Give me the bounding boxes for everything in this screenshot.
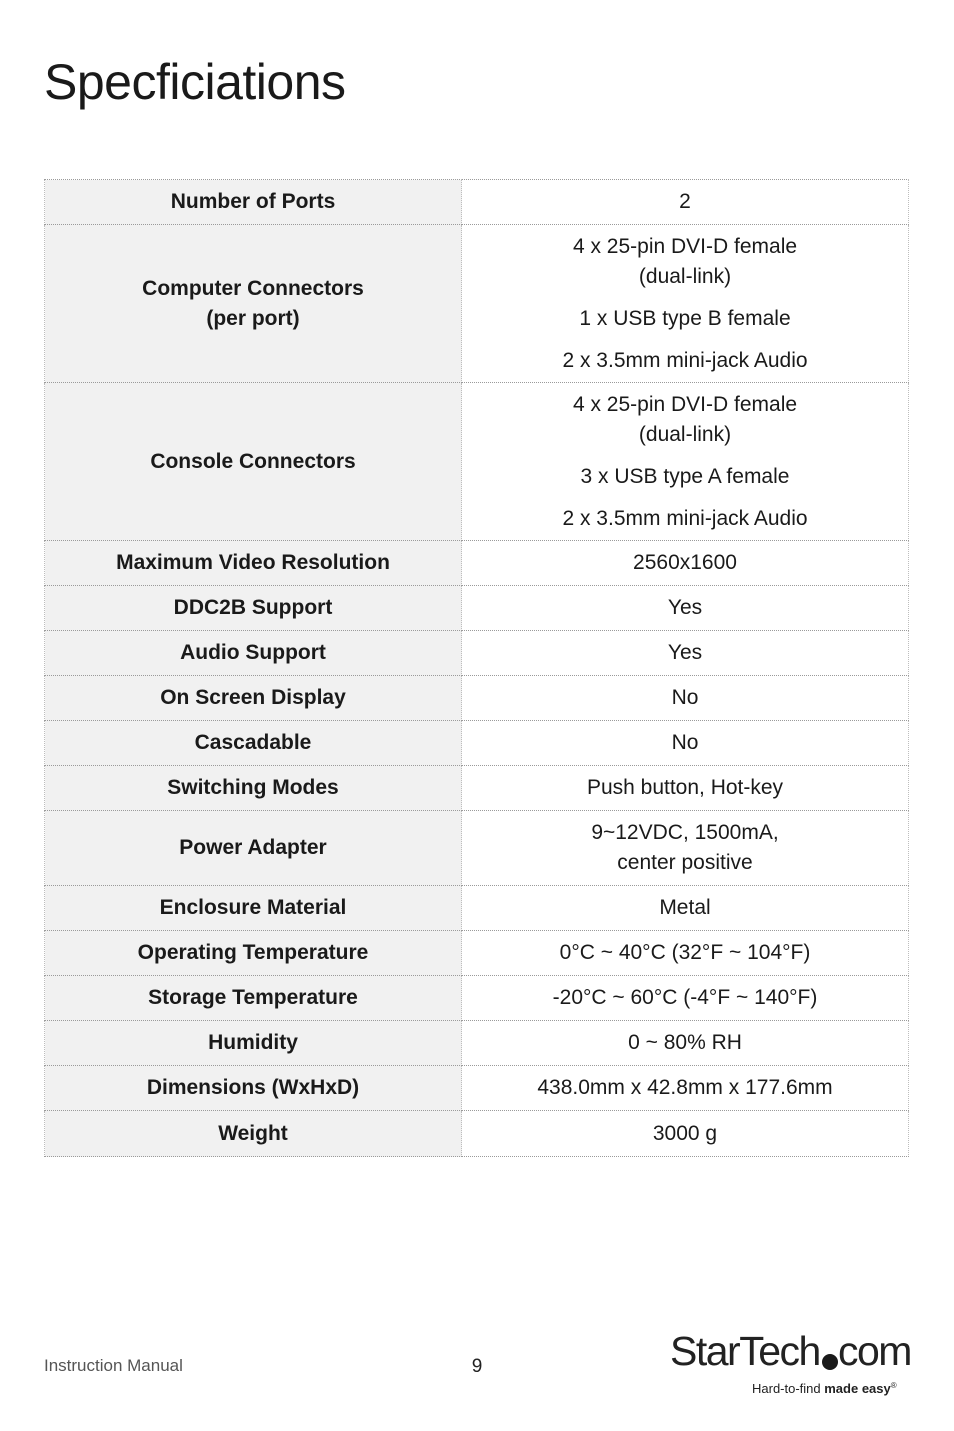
spec-value-line: Push button, Hot-key — [586, 776, 784, 799]
spec-value — [462, 931, 909, 976]
spec-label — [45, 383, 462, 541]
specifications-table — [44, 179, 909, 1157]
spec-value — [462, 811, 909, 886]
spec-label — [45, 1021, 462, 1066]
startech-logo — [670, 1325, 920, 1400]
svg-text:Hard-to-find made easy®: Hard-to-find made easy® — [752, 1381, 897, 1396]
spec-value-line: 2 x 3.5mm mini-jack Audio — [562, 348, 808, 372]
footer-manual-label: Instruction Manual — [44, 1356, 183, 1375]
spec-value — [462, 225, 909, 383]
spec-label — [45, 631, 462, 676]
spec-label — [45, 541, 462, 586]
spec-label-line: (per port) — [206, 306, 300, 330]
spec-value — [462, 631, 909, 676]
spec-label — [45, 1111, 462, 1157]
spec-value-line: No — [671, 731, 699, 754]
spec-row — [45, 1066, 909, 1111]
spec-label — [45, 225, 462, 383]
spec-value — [462, 1021, 909, 1066]
spec-row — [45, 676, 909, 721]
spec-row — [45, 631, 909, 676]
spec-label — [45, 180, 462, 225]
page-title: Specficiations — [44, 54, 346, 110]
spec-row — [45, 811, 909, 886]
spec-label-line: Audio Support — [180, 641, 326, 664]
spec-label — [45, 676, 462, 721]
spec-label — [45, 586, 462, 631]
spec-label — [45, 811, 462, 886]
spec-label-line: DDC2B Support — [173, 596, 333, 619]
spec-row — [45, 180, 909, 225]
spec-label-line: Power Adapter — [179, 836, 327, 859]
spec-value — [462, 541, 909, 586]
spec-label — [45, 1066, 462, 1111]
spec-value-line: Yes — [667, 596, 703, 619]
spec-label-line: Operating Temperature — [137, 941, 369, 964]
spec-value — [462, 586, 909, 631]
spec-label — [45, 931, 462, 976]
spec-label — [45, 976, 462, 1021]
spec-value — [462, 180, 909, 225]
spec-value-line: 4 x 25-pin DVI-D female (dual-link) — [572, 234, 798, 288]
spec-label-line: Storage Temperature — [148, 986, 358, 1009]
spec-value — [462, 886, 909, 931]
spec-row — [45, 931, 909, 976]
spec-label — [45, 766, 462, 811]
spec-value-line: Yes — [667, 641, 703, 664]
spec-value — [462, 1066, 909, 1111]
spec-value-line: 1 x USB type B female — [579, 306, 791, 330]
spec-label-line: Weight — [218, 1121, 288, 1145]
spec-row — [45, 586, 909, 631]
spec-row — [45, 1111, 909, 1157]
spec-label-line: Enclosure Material — [159, 896, 347, 919]
spec-value-line: 0°C ~ 40°C (32°F ~ 104°F) — [559, 941, 811, 964]
spec-label-line: Computer Connectors — [142, 276, 364, 300]
spec-value — [462, 383, 909, 541]
spec-value-line: No — [671, 686, 699, 709]
spec-value-line: 2560x1600 — [633, 551, 737, 574]
spec-row — [45, 1021, 909, 1066]
spec-label-line: Maximum Video Resolution — [116, 551, 390, 574]
spec-label-line: Cascadable — [194, 731, 312, 754]
spec-value-line: 0 ~ 80% RH — [628, 1031, 742, 1054]
spec-value — [462, 766, 909, 811]
spec-value — [462, 976, 909, 1021]
page-number: 9 — [471, 1356, 483, 1377]
spec-value-line: 3000 g — [652, 1121, 718, 1145]
spec-value-line: -20°C ~ 60°C (-4°F ~ 140°F) — [552, 986, 818, 1009]
spec-row — [45, 766, 909, 811]
spec-value-line: 438.0mm x 42.8mm x 177.6mm — [537, 1076, 833, 1099]
spec-value-line: 4 x 25-pin DVI-D female (dual-link) — [572, 392, 798, 446]
spec-row — [45, 541, 909, 586]
spec-value — [462, 721, 909, 766]
spec-label — [45, 721, 462, 766]
spec-value — [462, 676, 909, 721]
spec-value-line: 2 x 3.5mm mini-jack Audio — [562, 506, 808, 530]
spec-label-line: Dimensions (WxHxD) — [146, 1076, 360, 1099]
spec-row — [45, 383, 909, 541]
spec-row — [45, 721, 909, 766]
spec-row — [45, 976, 909, 1021]
spec-label-line: On Screen Display — [160, 686, 346, 709]
spec-label-line: Humidity — [208, 1031, 298, 1054]
spec-value-line: 9~12VDC, 1500mA, center positive — [591, 821, 779, 874]
spec-row — [45, 225, 909, 383]
spec-label — [45, 886, 462, 931]
svg-text:StarTech: StarTech — [670, 1328, 820, 1374]
spec-value-line: Metal — [659, 896, 711, 919]
spec-value-line: 3 x USB type A female — [580, 464, 790, 488]
spec-row — [45, 886, 909, 931]
spec-label-line: Switching Modes — [167, 776, 339, 799]
spec-label-line: Number of Ports — [170, 190, 336, 213]
spec-value — [462, 1111, 909, 1157]
spec-value-line: 2 — [679, 190, 691, 213]
startech-logo-graphic — [670, 1325, 920, 1400]
spec-label-line: Console Connectors — [150, 449, 356, 473]
svg-text:com: com — [838, 1328, 911, 1374]
